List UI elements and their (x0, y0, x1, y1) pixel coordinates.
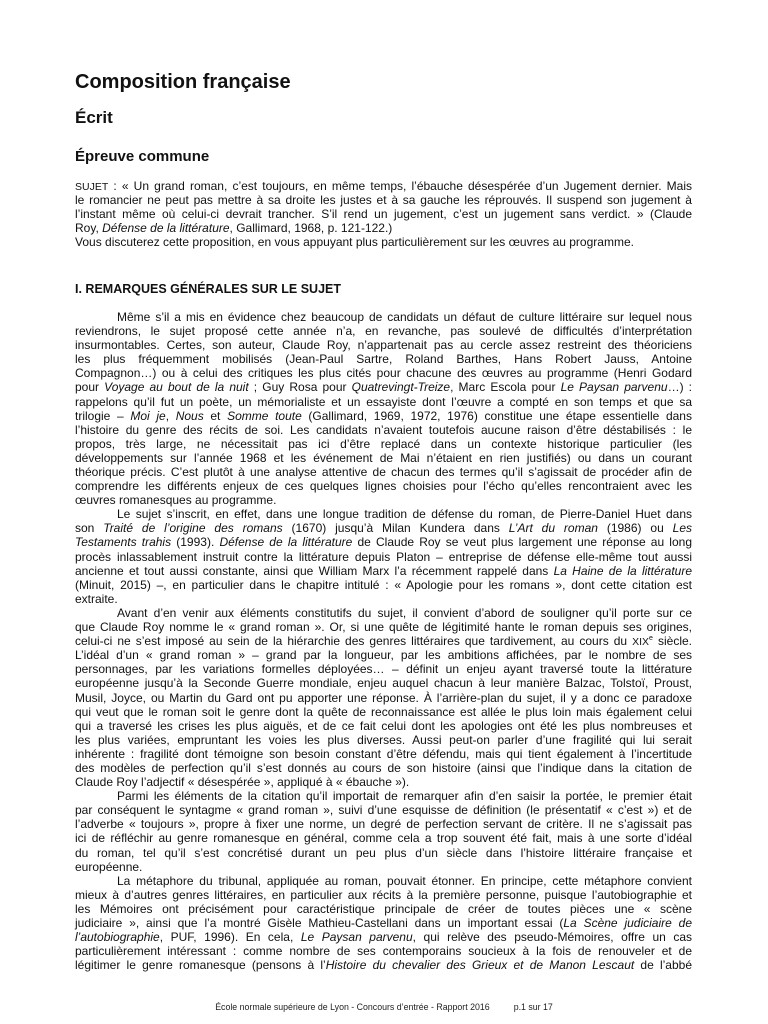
text-line (75, 578, 692, 592)
italic-text: La Haine de la littérature (553, 563, 692, 578)
italic-text: Traité de l’origine des romans (103, 521, 283, 536)
line-text: procès inlassablement instruit contre la littérature depuis Platon – entreprise de défense elle-même tout aussi (75, 549, 692, 564)
line-text: l’instant même où celui-ci devrait trancher. S’il rend un jugement, c’est un jugement sans verdict. » (Claude (75, 207, 692, 222)
body-paragraph (75, 310, 692, 507)
line-text: insurmontables. Certes, son auteur, Claude Roy, n’appartenait pas au cercle assez restreint des théoriciens (75, 338, 692, 353)
italic-text: Le Paysan parvenu (300, 930, 413, 945)
line-text: son Traité de l’origine des romans (1670) jusqu’à Milan Kundera dans L’Art du roman (1986) ou Les (75, 521, 692, 536)
text-line (75, 676, 692, 690)
line-text: des modèles de perfection qu’il s’est donnés au cours de son histoire (ainsi que l’indique dans la citation de (75, 760, 692, 775)
italic-text: Voyage au bout de la nuit (104, 380, 249, 395)
subject-block (75, 179, 692, 249)
line-text: les plus variées, empruntant les voies les plus diverses. Aussi peut-on parler d’une fragilité qui lui serait (75, 732, 692, 747)
text-line (75, 324, 692, 338)
text-line (75, 634, 692, 648)
line-text: Testaments trahis (1993). Défense de la littérature de Claude Roy se veut plus largement une réponse au long (75, 535, 692, 550)
text-line (75, 310, 692, 324)
text-line (75, 193, 692, 207)
text-line (75, 493, 692, 507)
line-text: particulièrement intéressant : comme nombre de ses contemporains soucieux à la fois de renouveler et de (75, 944, 692, 959)
text-line (75, 207, 692, 221)
line-text: l’autobiographie, PUF, 1996). En cela, Le Paysan parvenu, qui relève des pseudo-Mémoires, offre un cas (75, 930, 693, 945)
text-line (75, 958, 692, 972)
line-text: qui veut que le roman soit le genre dont la quête de reconnaissance est allée le plus loin mais également celui (75, 704, 692, 719)
text-line (75, 179, 692, 193)
document-subtitle: Écrit (75, 108, 113, 127)
text-line (75, 902, 692, 916)
text-line (75, 235, 692, 249)
text-line (75, 874, 692, 888)
text-line (75, 366, 692, 380)
text-line (75, 352, 692, 366)
line-text: Avant d’en venir aux éléments constitutifs du sujet, il convient d’abord de souligner qu’il porte sur ce (117, 605, 692, 620)
sup-text: e (649, 635, 653, 643)
line-text: trilogie – Moi je, Nous et Somme toute (Gallimard, 1969, 1972, 1976) constitue une étape essentielle dans (75, 408, 692, 423)
line-text: Même s’il a mis en évidence chez beaucoup de candidats un défaut de culture littéraire sur lequel nous (117, 309, 692, 324)
line-text: du roman, tel qu’il s’est concrétisé durant un peu plus d’un siècle dans l’histoire littéraire française et (75, 845, 692, 860)
text-line (75, 648, 692, 662)
text-line (75, 521, 692, 535)
line-text: Le sujet s’inscrit, en effet, dans une longue tradition de défense du roman, de Pierre-Daniel Huet dans (117, 507, 692, 522)
line-text: ici de réfléchir au genre romanesque en général, comme cela a trop souvent été fait, mais à une sorte d’idéal (75, 831, 692, 846)
text-line (75, 719, 692, 733)
line-text: judiciaire », ainsi que l’a montré Gisèle Mathieu-Castellani dans un important essai (La Scène judiciaire de (75, 916, 692, 930)
line-text: pour Voyage au bout de la nuit ; Guy Rosa pour Quatrevingt-Treize, Marc Escola pour Le Paysan parvenu…) : (75, 380, 693, 395)
line-text: extraite. (75, 591, 118, 606)
italic-text: Le Paysan parvenu (560, 380, 668, 395)
text-line (75, 944, 692, 958)
text-line (75, 620, 692, 634)
line-text: développements sur l’année 1968 et les événement de Mai n’étaient en rien justifiés) ou dans un courant (75, 450, 692, 465)
line-text: Musil, Joyce, ou Martin du Gard ont pu apporter une réponse. À l’arrière-plan du sujet, il y a donc ce paradoxe (75, 690, 692, 705)
line-text: comprendre les différents enjeux de ces quelques lignes choisies pour l’écho qu’elles rencontraient avec les (75, 479, 692, 494)
line-text: l’adverbe « toujours », propre à fixer une norme, un degré de perfection servant de critère. Il ne s’agissait pas (75, 817, 692, 832)
line-text: inhérente : fragilité dont témoigne son besoin constant d’être défendu, mais qui tient également à l’incertitude (75, 746, 692, 761)
text-line (75, 592, 692, 606)
italic-text: Défense de la littérature (102, 221, 230, 236)
body-paragraph (75, 874, 692, 973)
text-line (75, 846, 692, 860)
line-text: que Claude Roy nomme le « grand roman ». Or, si une quête de légitimité hante le roman depuis ses origines, (75, 620, 692, 635)
body-text (75, 310, 692, 972)
italic-text: Quatrevingt-Treize (351, 380, 451, 395)
body-paragraph (75, 789, 692, 874)
text-line (75, 803, 692, 817)
text-line (75, 888, 692, 902)
line-text: La métaphore du tribunal, appliquée au roman, pouvait étonner. En principe, cette métaphore convient (117, 873, 692, 888)
line-text: propos, très large, ne nécessitait pas ici d’être replacé dans un contexte historique particulier (les (75, 436, 692, 451)
line-text: par conséquent le syntagme « grand roman », suivi d’une esquisse de définition (le présentatif « c’est ») et de (75, 803, 692, 818)
text-line (75, 507, 692, 521)
line-text: œuvres romanesques au programme. (75, 493, 277, 508)
text-line (75, 423, 692, 437)
line-text: personnages, par les variations formelles déployées… – définit un enjeu ayant traversé toute la littérature (75, 662, 692, 677)
line-text: légitimer le genre romanesque (pensons à l’Histoire du chevalier des Grieux et de Manon Lescaut de l’abbé (75, 958, 692, 973)
text-line (75, 550, 692, 564)
line-text: les Mémoires ont précisément pour caractéristique principale de créer de toutes pièces une « scène (75, 901, 692, 916)
text-line (75, 606, 692, 620)
text-line (75, 733, 692, 747)
italic-text: L’Art du roman (508, 521, 598, 536)
line-text: mieux à d’autres genres littéraires, en particulier aux récits à la première personne, puisque l’autobiographie et (75, 887, 692, 902)
line-text: Compagnon…) ou à celui des critiques les plus cités pour chacune des œuvres au programme (Henri Godard (75, 366, 692, 381)
text-line (75, 761, 692, 775)
subject-paragraph (75, 179, 692, 235)
line-text: SUJET : « Un grand roman, c’est toujours, en même temps, l’ébauche désespérée d’un Jugement dernier. Mais (75, 179, 692, 193)
line-text: théorique précis. C’est plutôt à une analyse attentive de chacun des termes qu’il s’agissait de procéder afin de (75, 465, 692, 479)
body-paragraph (75, 606, 692, 789)
line-text: (Minuit, 2015) –, en particulier dans le chapitre intitulé : « Apologie pour les romans », dont cette citation est (75, 577, 692, 592)
footer-page-number: p.1 sur 17 (513, 1002, 553, 1012)
italic-text: La Scène judiciaire de (563, 916, 692, 930)
line-text: européenne jusqu’à la Seconde Guerre mondiale, enjeu auquel chacun à leur manière Balzac, Tolstoï, Proust, (75, 676, 692, 691)
line-text: les plus fréquemment mobilisés (Jean-Paul Sartre, Roland Barthes, Hans Robert Jauss, Antoine (75, 352, 692, 367)
line-text: européenne. (75, 859, 143, 874)
smallcaps-text: SUJET (75, 181, 109, 193)
line-text: Parmi les éléments de la citation qu’il importait de remarquer afin d’en saisir la portée, le premier était (117, 789, 692, 804)
text-line (75, 817, 692, 831)
document-title: Composition française (75, 71, 291, 93)
part-heading: I. REMARQUES GÉNÉRALES SUR LE SUJET (75, 282, 342, 297)
line-text: le romancier ne peut pas mettre à sa droite les justes et à sa gauche les réprouvés. Il suspend son jugement à (75, 193, 692, 208)
italic-text: Moi je (130, 408, 166, 423)
line-text: ancienne et tout aussi constante, ainsi que William Marx l’a récemment rappelé dans La Haine de la littérature (75, 563, 692, 578)
text-line (75, 930, 692, 944)
body-paragraph (75, 507, 692, 606)
text-line (75, 409, 692, 423)
text-line (75, 221, 692, 235)
line-text: Vous discuterez cette proposition, en vous appuyant plus particulièrement sur les œuvres au programme. (75, 235, 634, 250)
italic-text: l’autobiographie (75, 930, 160, 945)
text-line (75, 789, 692, 803)
text-line (75, 395, 692, 409)
italic-text: Somme toute (227, 408, 302, 423)
text-line (75, 831, 692, 845)
line-text: rappelons qu’il fut un poète, un mémorialiste et un essayiste dont l’œuvre a compté en son temps et que sa (75, 394, 692, 409)
text-line (75, 916, 692, 930)
text-line (75, 747, 692, 761)
line-text: Claude Roy l’adjectif « désespérée », appliqué à « ébauche »). (75, 775, 410, 790)
line-text: celui-ci ne s’est imposé au sein de la hiérarchie des genres littéraires que tardivement, au cours du XIXe siècle. (75, 634, 692, 649)
italic-text: Les (672, 521, 692, 536)
text-line (75, 465, 692, 479)
text-line (75, 451, 692, 465)
text-line (75, 535, 692, 549)
text-line (75, 380, 692, 394)
text-line (75, 437, 692, 451)
line-text: l’histoire du genre des récits de soi. Les candidats n’avaient toutefois aucune raison d’être déstabilisés : le (75, 422, 692, 437)
page-footer (0, 1001, 768, 1013)
line-text: L’idéal d’un « grand roman » – grand par la longueur, par les ambitions affichées, par le nombre de ses (75, 648, 692, 663)
section-title: Épreuve commune (75, 148, 210, 165)
text-line (75, 564, 692, 578)
text-line (75, 705, 692, 719)
text-line (75, 662, 692, 676)
text-line (75, 338, 692, 352)
text-line (75, 775, 692, 789)
text-line (75, 479, 692, 493)
page-content (75, 0, 692, 972)
text-line (75, 691, 692, 705)
footer-source: École normale supérieure de Lyon - Concours d’entrée - Rapport 2016 (215, 1002, 490, 1012)
line-text: reviendrons, le sujet proposé cette année n’a, en revanche, pas soulevé de difficultés d’interprétation (75, 324, 692, 339)
line-text: Roy, Défense de la littérature, Gallimard, 1968, p. 121-122.) (75, 221, 393, 236)
text-line (75, 860, 692, 874)
italic-text: Testaments trahis (75, 535, 172, 550)
smallcaps-text: XIX (632, 636, 650, 649)
italic-text: Histoire du chevalier des Grieux et de Manon Lescaut (325, 958, 635, 973)
subject-paragraph (75, 235, 692, 249)
line-text: qui a traversé les crises les plus aiguës, et de ce fait celui dont les apologies ont été les plus nombreuses et (75, 718, 692, 733)
italic-text: Nous (175, 408, 204, 423)
italic-text: Défense de la littérature (219, 535, 353, 550)
